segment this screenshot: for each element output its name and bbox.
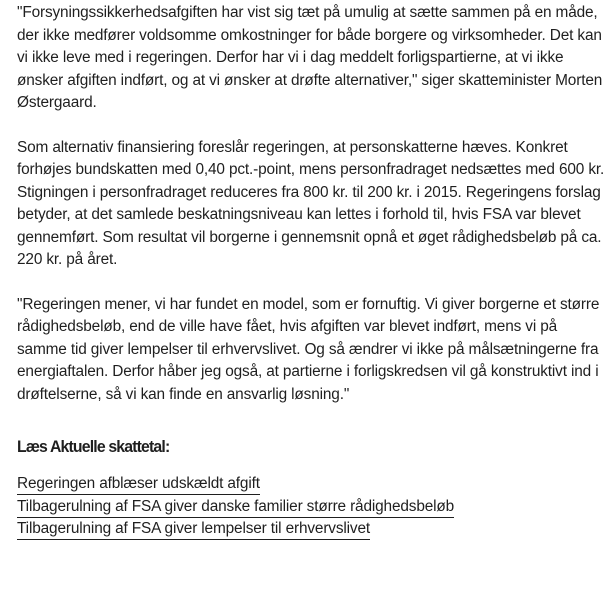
related-articles-heading: Læs Aktuelle skattetal:	[17, 437, 170, 456]
related-link-item	[17, 474, 607, 497]
article-paragraph-quote-2: "Regeringen mener, vi har fundet en model, som er fornuftig. Vi giver borgerne et større rådighedsbeløb, end de ville have fået, hvis afgiften var blevet indført, mens vi på samme tid giver lempelser til erhvervslivet. Og så ændrer vi ikke på målsætningerne fra energiaftalen. Derfor håber jeg også, at partierne i forligskredsen vil gå konstruktivt ind i drøftelserne, så vi kan finde en ansvarlig løsning."	[17, 295, 600, 403]
related-articles-section	[17, 436, 607, 542]
article-paragraph-quote-1: "Forsyningssikkerhedsafgiften har vist sig tæt på umulig at sætte sammen på en måde, der ikke medfører voldsomme omkostninger for både borgere og virksomheder. Det kan vi ikke leve med i regeringen. Derfor har vi i dag meddelt forligspartierne, at vi ikke ønsker afgiften indført, og at vi ønsker at drøfte alternativer," siger skatteminister Morten Østergaard.	[17, 4, 603, 111]
related-link-item	[17, 497, 607, 520]
article-paragraph-financing: Som alternativ finansiering foreslår regeringen, at personskatterne hæves. Konkret forhøjes bundskatten med 0,40 pct.-point, mens personfradraget nedsættes med 600 kr. Stigningen i personfradraget reduceres fra 800 kr. til 200 kr. i 2015. Regeringens forslag betyder, at det samlede beskatningsniveau kan lettes i forhold til, hvis FSA var blevet gennemført. Som resultat vil borgerne i gennemsnit opnå et øget rådighedsbeløb på ca. 220 kr. på året.	[17, 138, 605, 268]
related-link-lempelser-erhvervslivet[interactable]: Tilbagerulning af FSA giver lempelser til erhvervslivet	[17, 519, 370, 540]
related-links-list	[17, 474, 607, 542]
related-link-familier-raadighedsbeloeb[interactable]: Tilbagerulning af FSA giver danske familier større rådighedsbeløb	[17, 497, 454, 518]
related-link-regeringen-afblaeser[interactable]: Regeringen afblæser udskældt afgift	[17, 474, 260, 495]
related-link-item	[17, 519, 607, 542]
